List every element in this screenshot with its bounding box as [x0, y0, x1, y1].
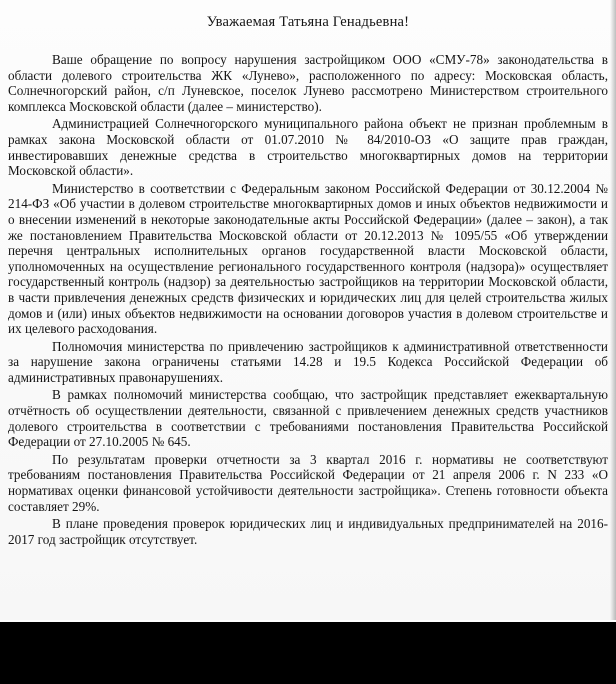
page-edge-shadow [610, 0, 616, 620]
paragraph-reporting: В рамках полномочий министерства сообщаю, что застройщик представляет ежеквартальную отчётность об осуществлении деятельности, связанной с привлечением денежных средств участников долевого строительства в соответствии с требованиями постановления Правительства Российской Федерации от 27.10.2005 № 645. [8, 387, 608, 450]
paragraph-ministry-authority: Министерство в соответствии с Федеральным законом Российской Федерации от 30.12.2004 № 214-ФЗ «Об участии в долевом строительстве многоквартирных домов и иных объектов недвижимости и о внесении изменений в некоторые законодательные акты Российской Федерации» (далее – закон), а так же постановлением Правительства Московской области от 20.12.2013 № 1095/55 «Об утверждении перечня центральных исполнительных органов государственной власти Московской области, уполномоченных на осуществление регионального государственного контроля (надзора)» осуществляет государственный контроль (надзор) за деятельностью застройщиков на территории Московской области, в части привлечения денежных средств физических и юридических лиц для целей строительства жилых домов и (или) иных объектов недвижимости на основании договоров участия в долевом строительстве и их целевого расходования. [8, 180, 608, 337]
paragraph-inspection-results: По результатам проверки отчетности за 3 квартал 2016 г. нормативы не соответствуют требованиям постановления Правительства Российской Федерации от 21 апреля 2006 г. N 233 «О нормативах оценки финансовой устойчивости деятельности застройщика». Степень готовности объекта составляет 29%. [8, 451, 608, 514]
salutation: Уважаемая Татьяна Генадьевна! [206, 14, 410, 30]
bottom-black-band [0, 622, 616, 684]
paragraph-appeal: Ваше обращение по вопросу нарушения застройщиком ООО «СМУ-78» законодательства в области долевого строительства ЖК «Лунево», расположенного по адресу: Московская область, Солнечногорский район, с/п Луневское, поселок Лунево рассмотрено Министерством строительного комплекса Московской области (далее – министерство). [8, 52, 608, 114]
paragraph-powers: Полномочия министерства по привлечению застройщиков к административной ответственности за нарушение закона ограничены статьями 14.28 и 19.5 Кодекса Российской Федерации об административных правонарушениях. [8, 338, 608, 385]
paragraph-inspection-plan: В плане проведения проверок юридических лиц и индивидуальных предпринимателей на 2016-2017 год застройщик отсутствует. [8, 516, 608, 547]
letter-body [8, 52, 608, 549]
paragraph-administration: Администрацией Солнечногорского муниципального района объект не признан проблемным в рамках закона Московской области от 01.07.2010 № 84/2010-ОЗ «О защите прав граждан, инвестировавших денежные средства в строительство многоквартирных домов на территории Московской области». [8, 116, 608, 179]
